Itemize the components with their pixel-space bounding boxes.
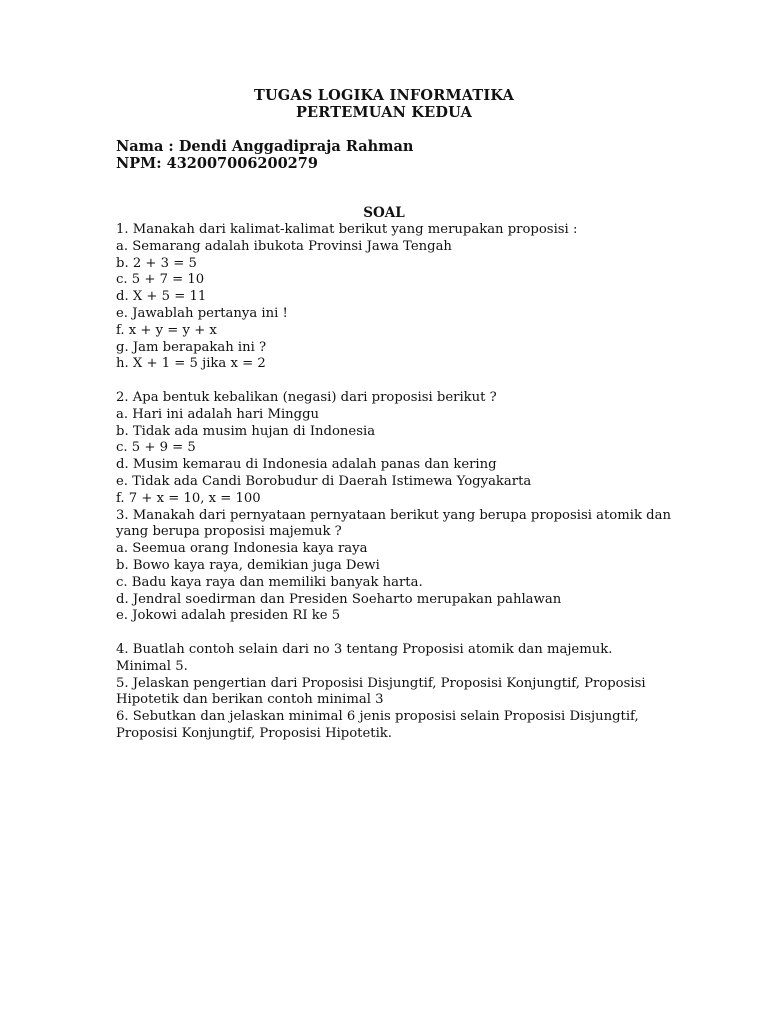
question-6-line-1: 6. Sebutkan dan jelaskan minimal 6 jenis proposisi selain Proposisi Disjungtif,: [116, 709, 639, 725]
q1-option-f: f. x + y = y + x: [116, 322, 217, 338]
q2-option-c: c. 5 + 9 = 5: [116, 440, 196, 456]
question-2: 2. Apa bentuk kebalikan (negasi) dari proposisi berikut ?: [116, 389, 497, 405]
question-3-line-2: yang berupa proposisi majemuk ?: [116, 524, 342, 540]
q3-option-b: b. Bowo kaya raya, demikian juga Dewi: [116, 557, 380, 573]
soal-heading: SOAL: [363, 205, 405, 221]
student-npm: NPM: 432007006200279: [116, 155, 318, 172]
q2-option-e: e. Tidak ada Candi Borobudur di Daerah Istimewa Yogyakarta: [116, 473, 532, 489]
q1-option-d: d. X + 5 = 11: [116, 289, 207, 305]
q3-option-e: e. Jokowi adalah presiden RI ke 5: [116, 608, 341, 624]
q2-option-b: b. Tidak ada musim hujan di Indonesia: [116, 423, 376, 439]
q1-option-c: c. 5 + 7 = 10: [116, 272, 205, 288]
question-1: 1. Manakah dari kalimat-kalimat berikut yang merupakan proposisi :: [116, 222, 578, 237]
question-6-line-2: Proposisi Konjungtif, Proposisi Hipotetik.: [116, 725, 392, 741]
q2-option-d: d. Musim kemarau di Indonesia adalah panas dan kering: [116, 457, 497, 473]
question-3-line-1: 3. Manakah dari pernyataan pernyataan berikut yang berupa proposisi atomik dan: [116, 507, 671, 523]
q3-option-c: c. Badu kaya raya dan memiliki banyak harta.: [116, 574, 423, 590]
document-title: TUGAS LOGIKA INFORMATIKA: [253, 87, 515, 104]
q1-option-e: e. Jawablah pertanya ini !: [116, 305, 288, 321]
question-4-line-1: 4. Buatlah contoh selain dari no 3 tentang Proposisi atomik dan majemuk.: [116, 641, 613, 657]
q2-option-f: f. 7 + x = 10, x = 100: [116, 490, 261, 506]
question-4-line-2: Minimal 5.: [116, 658, 188, 674]
q1-option-a: a. Semarang adalah ibukota Provinsi Jawa Tengah: [116, 238, 452, 254]
spacer: [116, 373, 656, 390]
questions-body: [116, 222, 671, 743]
q1-option-h: h. X + 1 = 5 jika x = 2: [116, 356, 266, 372]
q3-option-d: d. Jendral soedirman dan Presiden Soeharto merupakan pahlawan: [116, 591, 562, 607]
question-5-line-1: 5. Jelaskan pengertian dari Proposisi Disjungtif, Proposisi Konjungtif, Proposisi: [116, 675, 646, 691]
question-5-line-2: Hipotetik dan berikan contoh minimal 3: [116, 692, 384, 708]
document-subtitle: PERTEMUAN KEDUA: [295, 104, 473, 121]
student-name: Nama : Dendi Anggadipraja Rahman: [116, 138, 414, 155]
q3-option-a: a. Seemua orang Indonesia kaya raya: [116, 541, 368, 557]
q1-option-b: b. 2 + 3 = 5: [116, 255, 197, 271]
q2-option-a: a. Hari ini adalah hari Minggu: [116, 406, 320, 422]
spacer: [116, 625, 656, 642]
q1-option-g: g. Jam berapakah ini ?: [116, 339, 267, 355]
